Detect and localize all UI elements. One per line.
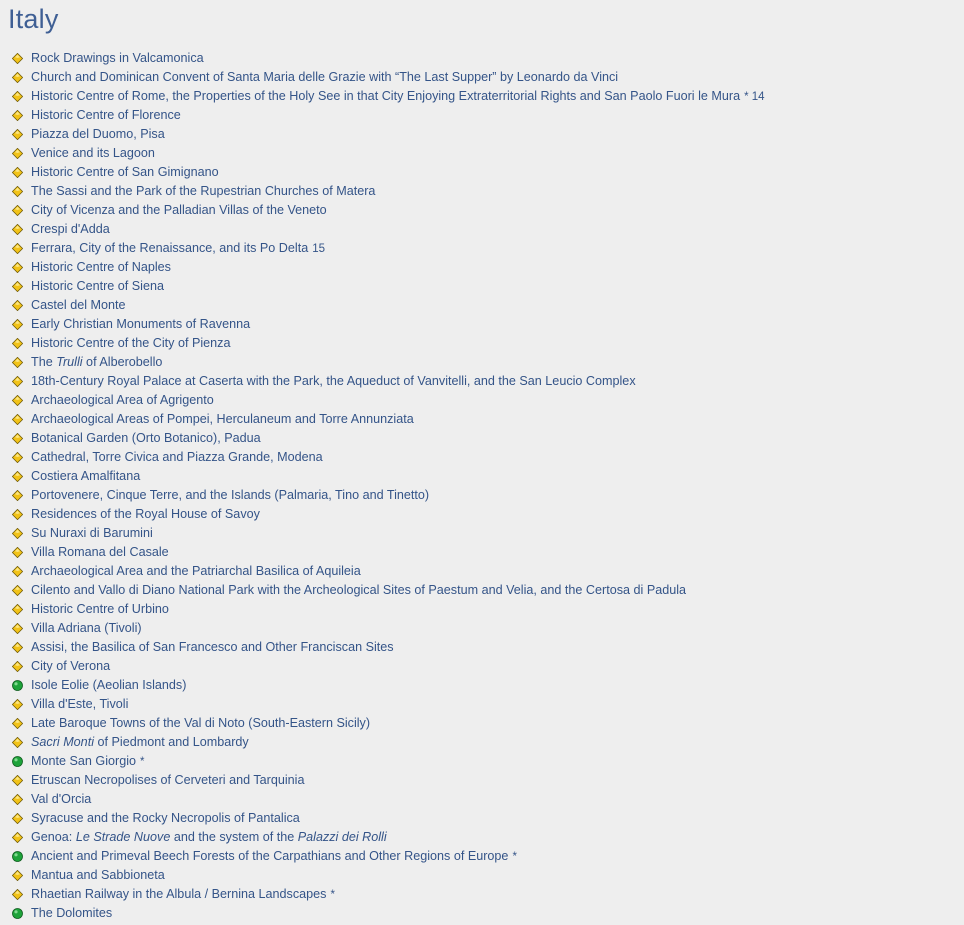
site-name-text: Piazza del Duomo, Pisa (31, 127, 165, 141)
site-link[interactable] (31, 374, 636, 388)
list-item (0, 201, 765, 220)
list-item (0, 220, 765, 239)
yellow-diamond-icon (12, 870, 23, 881)
site-link[interactable] (31, 488, 429, 502)
site-link[interactable] (31, 431, 261, 445)
site-link[interactable] (31, 678, 186, 692)
yellow-diamond-icon (12, 186, 23, 197)
site-link[interactable] (31, 336, 230, 350)
site-link[interactable] (31, 640, 394, 654)
yellow-diamond-icon (12, 604, 23, 615)
yellow-diamond-icon (12, 794, 23, 805)
yellow-diamond-icon (12, 110, 23, 121)
site-link[interactable] (31, 127, 165, 141)
yellow-diamond-icon (12, 167, 23, 178)
site-link[interactable] (31, 887, 326, 901)
yellow-diamond-icon (12, 661, 23, 672)
site-link[interactable] (31, 811, 300, 825)
list-item (0, 486, 765, 505)
site-link[interactable] (31, 450, 323, 464)
list-item (0, 695, 765, 714)
site-link[interactable] (31, 165, 219, 179)
list-item (0, 87, 765, 106)
site-name-text: Archaeological Area and the Patriarchal Basilica of Aquileia (31, 564, 361, 578)
site-name-text: Castel del Monte (31, 298, 126, 312)
site-link[interactable] (31, 507, 260, 521)
site-note: * 14 (744, 91, 765, 103)
list-item (0, 771, 765, 790)
site-link[interactable] (31, 108, 181, 122)
yellow-diamond-icon (12, 509, 23, 520)
site-name-text: Syracuse and the Rocky Necropolis of Pantalica (31, 811, 300, 825)
list-item (0, 68, 765, 87)
site-name-text: The Dolomites (31, 906, 113, 920)
yellow-diamond-icon (12, 813, 23, 824)
site-name-text: Historic Centre of Urbino (31, 602, 169, 616)
site-link[interactable] (31, 70, 618, 84)
yellow-diamond-icon (12, 72, 23, 83)
list-item (0, 619, 765, 638)
yellow-diamond-icon (12, 148, 23, 159)
site-name-text: Cilento and Vallo di Diano National Park with the Archeological Sites of Paestum and Velia, and the Certosa di Padula (31, 583, 687, 597)
site-name-text: Historic Centre of Naples (31, 260, 171, 274)
list-item (0, 600, 765, 619)
yellow-diamond-icon (12, 471, 23, 482)
yellow-diamond-icon (12, 91, 23, 102)
list-item (0, 49, 765, 68)
site-name-italic: Sacri Monti (31, 735, 94, 749)
site-note: * (140, 756, 145, 768)
list-item (0, 239, 765, 258)
site-name-text: of Alberobello (82, 355, 163, 369)
site-name-text: Rhaetian Railway in the Albula / Bernina Landscapes (31, 887, 327, 901)
yellow-diamond-icon (12, 357, 23, 368)
site-name-text: The Sassi and the Park of the Rupestrian Churches of Matera (31, 184, 376, 198)
list-item (0, 581, 765, 600)
green-circle-icon (12, 908, 23, 919)
site-link[interactable] (31, 203, 327, 217)
site-link[interactable] (31, 469, 140, 483)
site-name-text: 18th-Century Royal Palace at Caserta with the Park, the Aqueduct of Vanvitelli, and the San Leucio Complex (31, 374, 636, 388)
site-name-text: Archaeological Areas of Pompei, Herculaneum and Torre Annunziata (31, 412, 414, 426)
site-link[interactable] (31, 716, 370, 730)
site-name-text: Isole Eolie (Aeolian Islands) (31, 678, 187, 692)
list-item (0, 847, 765, 866)
site-link[interactable] (31, 792, 91, 806)
site-link[interactable] (31, 697, 128, 711)
site-name-text: Early Christian Monuments of Ravenna (31, 317, 251, 331)
site-name-text: Ferrara, City of the Renaissance, and its Po Delta (31, 241, 309, 255)
site-link[interactable] (31, 279, 164, 293)
site-note: 15 (312, 243, 325, 255)
list-item (0, 733, 765, 752)
site-link[interactable] (31, 393, 214, 407)
site-name-text: Assisi, the Basilica of San Francesco and Other Franciscan Sites (31, 640, 394, 654)
site-note: * (512, 851, 517, 863)
site-name-text: Botanical Garden (Orto Botanico), Padua (31, 431, 261, 445)
list-item (0, 790, 765, 809)
list-item (0, 391, 765, 410)
site-name-text: Etruscan Necropolises of Cerveteri and Tarquinia (31, 773, 305, 787)
list-item (0, 562, 765, 581)
list-item (0, 372, 765, 391)
site-name-text: Villa Adriana (Tivoli) (31, 621, 142, 635)
list-item (0, 353, 765, 372)
yellow-diamond-icon (12, 775, 23, 786)
site-link[interactable] (31, 564, 361, 578)
site-name-text: City of Vicenza and the Palladian Villas of the Veneto (31, 203, 327, 217)
site-name-text: Archaeological Area of Agrigento (31, 393, 214, 407)
site-name-italic: Palazzi dei Rolli (297, 830, 387, 844)
site-name-text: of Piedmont and Lombardy (94, 735, 249, 749)
yellow-diamond-icon (12, 528, 23, 539)
yellow-diamond-icon (12, 889, 23, 900)
yellow-diamond-icon (12, 395, 23, 406)
site-name-text: Val d'Orcia (31, 792, 92, 806)
site-name-text: Historic Centre of the City of Pienza (31, 336, 231, 350)
yellow-diamond-icon (12, 585, 23, 596)
site-name-text: Residences of the Royal House of Savoy (31, 507, 260, 521)
yellow-diamond-icon (12, 547, 23, 558)
list-item (0, 163, 765, 182)
site-link[interactable] (31, 621, 142, 635)
site-name-text: Villa Romana del Casale (31, 545, 169, 559)
yellow-diamond-icon (12, 490, 23, 501)
site-link[interactable] (31, 526, 153, 540)
yellow-diamond-icon (12, 53, 23, 64)
list-item (0, 277, 765, 296)
site-name-text: Mantua and Sabbioneta (31, 868, 165, 882)
list-item (0, 144, 765, 163)
site-link[interactable] (31, 659, 110, 673)
list-item (0, 866, 765, 885)
yellow-diamond-icon (12, 414, 23, 425)
site-name-text: Ancient and Primeval Beech Forests of the Carpathians and Other Regions of Europe (31, 849, 509, 863)
site-name-text: Historic Centre of Rome, the Properties of the Holy See in that City Enjoying Extraterritorial Rights and San Paolo Fuori le Mura (31, 89, 741, 103)
site-link[interactable] (31, 184, 375, 198)
list-item (0, 752, 765, 771)
site-name-text: City of Verona (31, 659, 111, 673)
yellow-diamond-icon (12, 699, 23, 710)
green-circle-icon (12, 851, 23, 862)
site-name-text: Historic Centre of Siena (31, 279, 164, 293)
list-item (0, 315, 765, 334)
site-link[interactable] (31, 906, 112, 920)
site-name-text: Costiera Amalfitana (31, 469, 141, 483)
yellow-diamond-icon (12, 129, 23, 140)
site-name-text: and the system of the (170, 830, 298, 844)
list-item (0, 638, 765, 657)
site-link[interactable] (31, 355, 162, 369)
yellow-diamond-icon (12, 338, 23, 349)
site-name-text: The (31, 355, 57, 369)
site-name-text: Genoa: (31, 830, 76, 844)
site-link[interactable] (31, 260, 171, 274)
green-circle-icon (12, 680, 23, 691)
list-item (0, 714, 765, 733)
list-item (0, 657, 765, 676)
yellow-diamond-icon (12, 224, 23, 235)
heritage-site-list (0, 49, 765, 923)
list-item (0, 334, 765, 353)
site-link[interactable] (31, 773, 304, 787)
site-link[interactable] (31, 51, 204, 65)
site-name-italic: Le Strade Nuove (75, 830, 171, 844)
site-name-text: Historic Centre of Florence (31, 108, 181, 122)
yellow-diamond-icon (12, 832, 23, 843)
yellow-diamond-icon (12, 452, 23, 463)
yellow-diamond-icon (12, 243, 23, 254)
yellow-diamond-icon (12, 319, 23, 330)
site-link[interactable] (31, 241, 308, 255)
site-link[interactable] (31, 735, 249, 749)
site-link[interactable] (31, 222, 110, 236)
site-name-text: Rock Drawings in Valcamonica (31, 51, 204, 65)
yellow-diamond-icon (12, 433, 23, 444)
list-item (0, 467, 765, 486)
yellow-diamond-icon (12, 281, 23, 292)
site-name-text: Cathedral, Torre Civica and Piazza Grande, Modena (31, 450, 323, 464)
yellow-diamond-icon (12, 623, 23, 634)
list-item (0, 182, 765, 201)
list-item (0, 106, 765, 125)
site-name-text: Portovenere, Cinque Terre, and the Islands (Palmaria, Tino and Tinetto) (31, 488, 430, 502)
site-link[interactable] (31, 146, 155, 160)
site-link[interactable] (31, 298, 126, 312)
site-note: * (330, 889, 335, 901)
page-title: Italy (8, 4, 59, 34)
site-name-text: Late Baroque Towns of the Val di Noto (South-Eastern Sicily) (31, 716, 371, 730)
site-link[interactable] (31, 545, 169, 559)
site-link[interactable] (31, 89, 740, 103)
yellow-diamond-icon (12, 737, 23, 748)
site-link[interactable] (31, 602, 169, 616)
yellow-diamond-icon (12, 376, 23, 387)
site-link[interactable] (31, 754, 136, 768)
site-name-italic: Trulli (56, 355, 83, 369)
list-item (0, 410, 765, 429)
site-name-text: Crespi d'Adda (31, 222, 110, 236)
site-link[interactable] (31, 849, 508, 863)
list-item (0, 505, 765, 524)
site-link[interactable] (31, 583, 686, 597)
list-item (0, 429, 765, 448)
site-link[interactable] (31, 830, 387, 844)
list-item (0, 904, 765, 923)
site-link[interactable] (31, 412, 414, 426)
yellow-diamond-icon (12, 718, 23, 729)
site-name-text: Villa d'Este, Tivoli (31, 697, 129, 711)
list-item (0, 296, 765, 315)
list-item (0, 448, 765, 467)
list-item (0, 125, 765, 144)
yellow-diamond-icon (12, 566, 23, 577)
list-item (0, 543, 765, 562)
list-item (0, 885, 765, 904)
site-name-text: Su Nuraxi di Barumini (31, 526, 153, 540)
list-item (0, 828, 765, 847)
site-link[interactable] (31, 317, 250, 331)
site-name-text: Monte San Giorgio (31, 754, 137, 768)
site-name-text: Historic Centre of San Gimignano (31, 165, 219, 179)
yellow-diamond-icon (12, 300, 23, 311)
list-item (0, 524, 765, 543)
site-name-text: Venice and its Lagoon (31, 146, 155, 160)
list-item (0, 258, 765, 277)
site-name-text: Church and Dominican Convent of Santa Maria delle Grazie with “The Last Supper” by Leonardo da Vinci (31, 70, 619, 84)
list-item (0, 676, 765, 695)
yellow-diamond-icon (12, 642, 23, 653)
yellow-diamond-icon (12, 205, 23, 216)
site-link[interactable] (31, 868, 165, 882)
yellow-diamond-icon (12, 262, 23, 273)
list-item (0, 809, 765, 828)
green-circle-icon (12, 756, 23, 767)
